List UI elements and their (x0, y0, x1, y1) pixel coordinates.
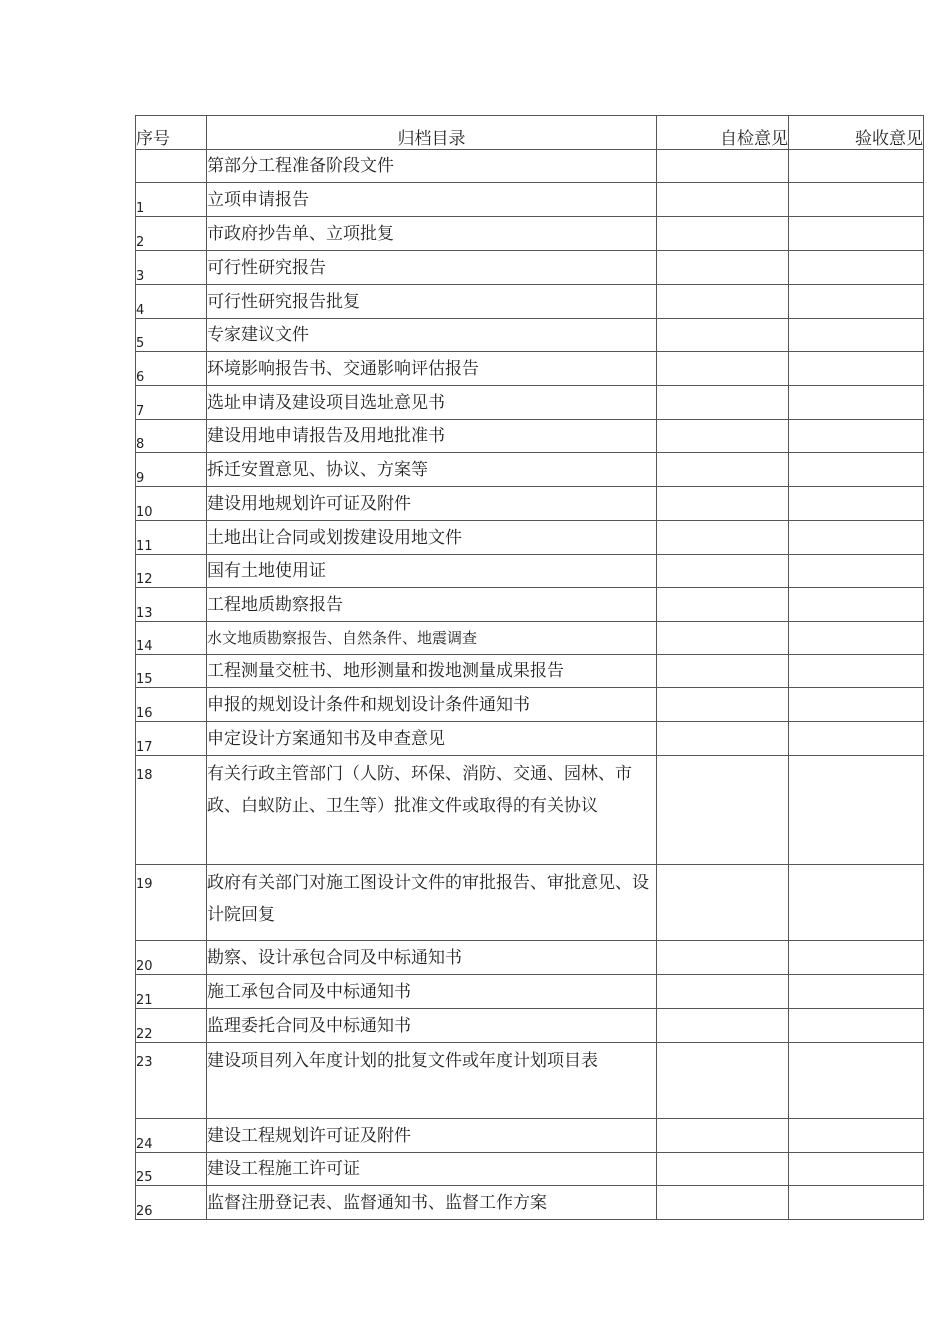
table-row (136, 722, 924, 756)
self-check-cell[interactable] (657, 285, 789, 319)
acceptance-cell[interactable] (789, 487, 924, 521)
table-row (136, 1009, 924, 1043)
self-check-cell[interactable] (657, 655, 789, 688)
row-item: 申报的规划设计条件和规划设计条件通知书 (207, 688, 657, 722)
table-row (136, 183, 924, 217)
row-no: 24 (136, 1119, 207, 1153)
row-no: 18 (136, 756, 207, 865)
self-check-cell[interactable] (657, 941, 789, 975)
self-check-cell[interactable] (657, 521, 789, 555)
row-item: 水文地质勘察报告、自然条件、地震调查 (207, 622, 657, 655)
row-item: 市政府抄告单、立项批复 (207, 217, 657, 251)
self-check-cell[interactable] (657, 420, 789, 453)
row-item: 建设工程施工许可证 (207, 1153, 657, 1186)
row-item: 拆迁安置意见、协议、方案等 (207, 453, 657, 487)
acceptance-cell[interactable] (789, 622, 924, 655)
acceptance-cell[interactable] (789, 420, 924, 453)
row-item: 建设用地申请报告及用地批准书 (207, 420, 657, 453)
table-row (136, 453, 924, 487)
section-title: 第部分工程准备阶段文件 (207, 150, 657, 183)
row-no: 11 (136, 521, 207, 555)
self-check-cell[interactable] (657, 1009, 789, 1043)
row-no: 10 (136, 487, 207, 521)
row-item: 建设工程规划许可证及附件 (207, 1119, 657, 1153)
row-item: 施工承包合同及中标通知书 (207, 975, 657, 1009)
table-row (136, 1043, 924, 1119)
row-item: 可行性研究报告 (207, 251, 657, 285)
acceptance-cell[interactable] (789, 722, 924, 756)
table-row (136, 251, 924, 285)
row-item: 政府有关部门对施工图设计文件的审批报告、审批意见、设计院回复 (207, 865, 657, 941)
row-no: 22 (136, 1009, 207, 1043)
row-no: 2 (136, 217, 207, 251)
table-row (136, 941, 924, 975)
table-row (136, 555, 924, 588)
row-no: 14 (136, 622, 207, 655)
table-row (136, 319, 924, 352)
acceptance-cell[interactable] (789, 975, 924, 1009)
row-no: 1 (136, 183, 207, 217)
row-no: 16 (136, 688, 207, 722)
table-row (136, 217, 924, 251)
row-item: 可行性研究报告批复 (207, 285, 657, 319)
self-check-cell[interactable] (657, 251, 789, 285)
self-check-cell[interactable] (657, 386, 789, 420)
row-item: 国有土地使用证 (207, 555, 657, 588)
self-check-cell[interactable] (657, 865, 789, 941)
row-item: 建设用地规划许可证及附件 (207, 487, 657, 521)
row-item: 选址申请及建设项目选址意见书 (207, 386, 657, 420)
archive-checklist-table (135, 115, 924, 1220)
self-check-cell[interactable] (657, 1153, 789, 1186)
self-check-cell[interactable] (657, 1043, 789, 1119)
row-no: 19 (136, 865, 207, 941)
row-item: 有关行政主管部门（人防、环保、消防、交通、园林、市政、白蚁防止、卫生等）批准文件或取得的有关协议 (207, 756, 657, 865)
row-item: 申定设计方案通知书及申查意见 (207, 722, 657, 756)
self-check-cell[interactable] (657, 150, 789, 183)
self-check-cell[interactable] (657, 1119, 789, 1153)
table-row (136, 1153, 924, 1186)
row-no: 25 (136, 1153, 207, 1186)
row-no: 13 (136, 588, 207, 622)
table-row (136, 420, 924, 453)
header-item: 归档目录 (207, 116, 657, 150)
row-item: 专家建议文件 (207, 319, 657, 352)
row-item: 工程测量交桩书、地形测量和拨地测量成果报告 (207, 655, 657, 688)
table-row (136, 865, 924, 941)
row-no: 4 (136, 285, 207, 319)
row-item: 勘察、设计承包合同及中标通知书 (207, 941, 657, 975)
acceptance-cell[interactable] (789, 285, 924, 319)
row-item: 土地出让合同或划拨建设用地文件 (207, 521, 657, 555)
acceptance-cell[interactable] (789, 1153, 924, 1186)
table-row (136, 386, 924, 420)
table-row (136, 655, 924, 688)
row-item: 建设项目列入年度计划的批复文件或年度计划项目表 (207, 1043, 657, 1119)
row-no: 17 (136, 722, 207, 756)
row-item: 立项申请报告 (207, 183, 657, 217)
row-no: 23 (136, 1043, 207, 1119)
row-no: 8 (136, 420, 207, 453)
acceptance-cell[interactable] (789, 453, 924, 487)
table-row (136, 1186, 924, 1220)
row-item: 工程地质勘察报告 (207, 588, 657, 622)
self-check-cell[interactable] (657, 352, 789, 386)
table-row (136, 975, 924, 1009)
acceptance-cell[interactable] (789, 1119, 924, 1153)
row-item: 监理委托合同及中标通知书 (207, 1009, 657, 1043)
acceptance-cell[interactable] (789, 588, 924, 622)
acceptance-cell[interactable] (789, 655, 924, 688)
acceptance-cell[interactable] (789, 941, 924, 975)
self-check-cell[interactable] (657, 217, 789, 251)
header-no: 序号 (136, 116, 207, 150)
table-row (136, 622, 924, 655)
table-row (136, 588, 924, 622)
row-no: 3 (136, 251, 207, 285)
self-check-cell[interactable] (657, 487, 789, 521)
table-header-row (136, 116, 924, 150)
row-no: 26 (136, 1186, 207, 1220)
self-check-cell[interactable] (657, 183, 789, 217)
self-check-cell[interactable] (657, 1186, 789, 1220)
table-row (136, 688, 924, 722)
self-check-cell[interactable] (657, 622, 789, 655)
table-row (136, 756, 924, 865)
row-item: 环境影响报告书、交通影响评估报告 (207, 352, 657, 386)
row-no: 6 (136, 352, 207, 386)
table-row (136, 352, 924, 386)
table-row (136, 285, 924, 319)
acceptance-cell[interactable] (789, 352, 924, 386)
self-check-cell[interactable] (657, 722, 789, 756)
row-no: 9 (136, 453, 207, 487)
self-check-cell[interactable] (657, 588, 789, 622)
self-check-cell[interactable] (657, 453, 789, 487)
row-no: 7 (136, 386, 207, 420)
acceptance-cell[interactable] (789, 865, 924, 941)
header-acceptance: 验收意见 (789, 116, 924, 150)
row-no: 21 (136, 975, 207, 1009)
acceptance-cell[interactable] (789, 1009, 924, 1043)
section-no-cell (136, 150, 207, 183)
acceptance-cell[interactable] (789, 1186, 924, 1220)
row-no: 20 (136, 941, 207, 975)
row-item: 监督注册登记表、监督通知书、监督工作方案 (207, 1186, 657, 1220)
self-check-cell[interactable] (657, 688, 789, 722)
section-row (136, 150, 924, 183)
row-no: 5 (136, 319, 207, 352)
acceptance-cell[interactable] (789, 251, 924, 285)
acceptance-cell[interactable] (789, 756, 924, 865)
self-check-cell[interactable] (657, 975, 789, 1009)
acceptance-cell[interactable] (789, 183, 924, 217)
acceptance-cell[interactable] (789, 521, 924, 555)
acceptance-cell[interactable] (789, 555, 924, 588)
header-self-check: 自检意见 (657, 116, 789, 150)
row-no: 12 (136, 555, 207, 588)
acceptance-cell[interactable] (789, 1043, 924, 1119)
self-check-cell[interactable] (657, 319, 789, 352)
acceptance-cell[interactable] (789, 150, 924, 183)
table-row (136, 487, 924, 521)
acceptance-cell[interactable] (789, 386, 924, 420)
row-no: 15 (136, 655, 207, 688)
acceptance-cell[interactable] (789, 688, 924, 722)
table-row (136, 1119, 924, 1153)
acceptance-cell[interactable] (789, 319, 924, 352)
self-check-cell[interactable] (657, 756, 789, 865)
table-row (136, 521, 924, 555)
acceptance-cell[interactable] (789, 217, 924, 251)
self-check-cell[interactable] (657, 555, 789, 588)
